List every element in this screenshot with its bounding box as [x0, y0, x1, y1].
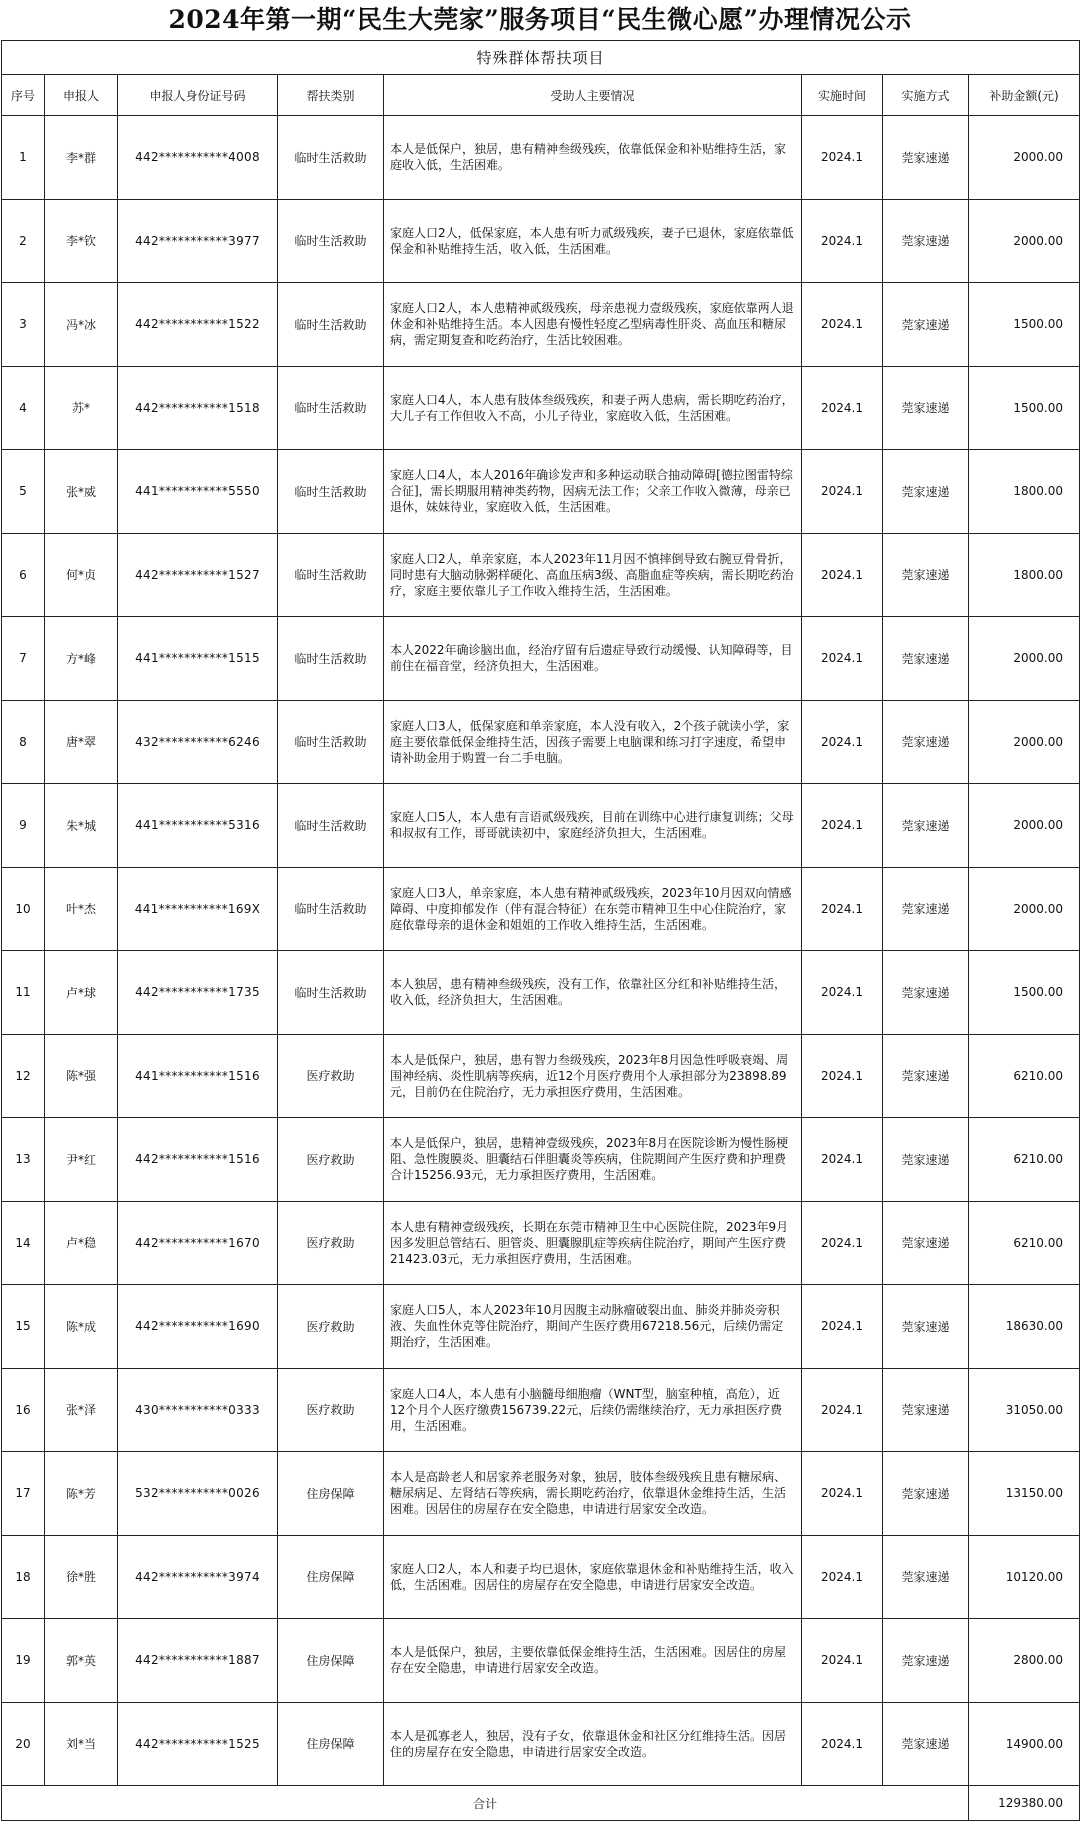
cell-method: 莞家速递 — [883, 199, 969, 283]
cell-time: 2024.1 — [802, 366, 883, 450]
cell-name: 陈*芳 — [45, 1452, 118, 1536]
cell-method: 莞家速递 — [883, 1702, 969, 1786]
cell-no: 14 — [2, 1201, 45, 1285]
cell-category: 医疗救助 — [278, 1368, 384, 1452]
header-amount: 补助金额(元) — [969, 75, 1080, 116]
cell-name: 张*威 — [45, 450, 118, 534]
cell-time: 2024.1 — [802, 1285, 883, 1369]
cell-time: 2024.1 — [802, 1368, 883, 1452]
table-row — [2, 700, 1080, 784]
cell-id: 532***********0026 — [118, 1452, 278, 1536]
cell-desc: 家庭人口2人，单亲家庭，本人2023年11月因不慎摔倒导致右腕豆骨骨折，同时患有大脑动脉粥样硬化、高血压病3级、高脂血症等疾病，需长期吃药治疗，家庭主要依靠儿子工作收入维持生活，生活困难。 — [384, 533, 802, 617]
cell-desc: 家庭人口4人，本人患有小脑髓母细胞瘤（WNT型，脑室种植，高危），近12个月个人医疗缴费156739.22元，后续仍需继续治疗，无力承担医疗费用，生活困难。 — [384, 1368, 802, 1452]
cell-id: 442***********1525 — [118, 1702, 278, 1786]
cell-category: 医疗救助 — [278, 1118, 384, 1202]
cell-amount: 6210.00 — [969, 1034, 1080, 1118]
cell-no: 19 — [2, 1619, 45, 1703]
cell-category: 临时生活救助 — [278, 199, 384, 283]
cell-amount: 2000.00 — [969, 867, 1080, 951]
cell-desc: 本人是孤寡老人，独居，没有子女，依靠退休金和社区分红维持生活。因居住的房屋存在安全隐患，申请进行居家安全改造。 — [384, 1702, 802, 1786]
cell-method: 莞家速递 — [883, 1452, 969, 1536]
cell-id: 441***********5316 — [118, 784, 278, 868]
cell-amount: 1500.00 — [969, 283, 1080, 367]
cell-desc: 本人2022年确诊脑出血，经治疗留有后遗症导致行动缓慢、认知障碍等，目前住在福音堂，经济负担大，生活困难。 — [384, 617, 802, 701]
cell-category: 临时生活救助 — [278, 116, 384, 200]
total-label: 合计 — [2, 1786, 969, 1821]
cell-name: 卢*稳 — [45, 1201, 118, 1285]
cell-name: 方*峰 — [45, 617, 118, 701]
cell-amount: 2000.00 — [969, 199, 1080, 283]
cell-time: 2024.1 — [802, 617, 883, 701]
cell-no: 13 — [2, 1118, 45, 1202]
cell-amount: 14900.00 — [969, 1702, 1080, 1786]
cell-desc: 家庭人口2人，本人和妻子均已退休，家庭依靠退休金和补贴维持生活，收入低，生活困难。因居住的房屋存在安全隐患，申请进行居家安全改造。 — [384, 1535, 802, 1619]
cell-time: 2024.1 — [802, 1118, 883, 1202]
cell-desc: 本人是低保户，独居，患有精神叁级残疾，依靠低保金和补贴维持生活，家庭收入低，生活困难。 — [384, 116, 802, 200]
cell-no: 18 — [2, 1535, 45, 1619]
cell-no: 20 — [2, 1702, 45, 1786]
cell-no: 6 — [2, 533, 45, 617]
cell-time: 2024.1 — [802, 700, 883, 784]
cell-desc: 家庭人口4人，本人患有肢体叁级残疾，和妻子两人患病，需长期吃药治疗，大儿子有工作但收入不高，小儿子待业，家庭收入低，生活困难。 — [384, 366, 802, 450]
cell-method: 莞家速递 — [883, 1368, 969, 1452]
cell-category: 医疗救助 — [278, 1034, 384, 1118]
cell-time: 2024.1 — [802, 533, 883, 617]
cell-id: 442***********1670 — [118, 1201, 278, 1285]
cell-category: 临时生活救助 — [278, 784, 384, 868]
cell-desc: 本人患有精神壹级残疾，长期在东莞市精神卫生中心医院住院，2023年9月因多发胆总管结石、胆管炎、胆囊腺肌症等疾病住院治疗，期间产生医疗费21423.03元，无力承担医疗费用，生活困难。 — [384, 1201, 802, 1285]
cell-no: 8 — [2, 700, 45, 784]
cell-no: 11 — [2, 951, 45, 1035]
cell-name: 刘*当 — [45, 1702, 118, 1786]
cell-name: 苏* — [45, 366, 118, 450]
cell-amount: 6210.00 — [969, 1118, 1080, 1202]
cell-no: 2 — [2, 199, 45, 283]
cell-method: 莞家速递 — [883, 1201, 969, 1285]
cell-id: 441***********1515 — [118, 617, 278, 701]
table-row — [2, 283, 1080, 367]
header-name: 申报人 — [45, 75, 118, 116]
cell-desc: 家庭人口2人，低保家庭，本人患有听力贰级残疾，妻子已退休，家庭依靠低保金和补贴维持生活，收入低，生活困难。 — [384, 199, 802, 283]
table-row — [2, 533, 1080, 617]
cell-method: 莞家速递 — [883, 1118, 969, 1202]
cell-id: 441***********5550 — [118, 450, 278, 534]
assistance-table — [1, 40, 1080, 1821]
cell-name: 叶*杰 — [45, 867, 118, 951]
cell-category: 医疗救助 — [278, 1201, 384, 1285]
cell-no: 16 — [2, 1368, 45, 1452]
cell-method: 莞家速递 — [883, 617, 969, 701]
total-row — [2, 1786, 1080, 1821]
cell-category: 临时生活救助 — [278, 533, 384, 617]
table-row — [2, 867, 1080, 951]
cell-category: 医疗救助 — [278, 1285, 384, 1369]
table-subtitle: 特殊群体帮扶项目 — [2, 41, 1080, 75]
cell-desc: 本人是低保户，独居，主要依靠低保金维持生活，生活困难。因居住的房屋存在安全隐患，申请进行居家安全改造。 — [384, 1619, 802, 1703]
cell-no: 12 — [2, 1034, 45, 1118]
cell-method: 莞家速递 — [883, 1535, 969, 1619]
table-row — [2, 784, 1080, 868]
cell-category: 住房保障 — [278, 1702, 384, 1786]
cell-name: 唐*翠 — [45, 700, 118, 784]
cell-id: 442***********1887 — [118, 1619, 278, 1703]
cell-amount: 31050.00 — [969, 1368, 1080, 1452]
table-row — [2, 1201, 1080, 1285]
cell-name: 李*钦 — [45, 199, 118, 283]
cell-id: 442***********1735 — [118, 951, 278, 1035]
cell-desc: 家庭人口5人，本人2023年10月因腹主动脉瘤破裂出血、肺炎并肺炎旁积液、失血性休克等住院治疗，期间产生医疗费用67218.56元，后续仍需定期治疗，生活困难。 — [384, 1285, 802, 1369]
page-title: 2024年第一期“民生大莞家”服务项目“民生微心愿”办理情况公示 — [168, 5, 912, 34]
cell-name: 何*贞 — [45, 533, 118, 617]
cell-method: 莞家速递 — [883, 784, 969, 868]
table-row — [2, 1452, 1080, 1536]
cell-no: 5 — [2, 450, 45, 534]
table-row — [2, 1285, 1080, 1369]
cell-category: 临时生活救助 — [278, 283, 384, 367]
header-no: 序号 — [2, 75, 45, 116]
cell-desc: 本人是高龄老人和居家养老服务对象，独居，肢体叁级残疾且患有糖尿病、糖尿病足、左肾结石等疾病，需长期吃药治疗，依靠退休金维持生活，生活困难。因居住的房屋存在安全隐患，申请进行居家安全改造。 — [384, 1452, 802, 1536]
table-row — [2, 199, 1080, 283]
table-row — [2, 116, 1080, 200]
cell-amount: 18630.00 — [969, 1285, 1080, 1369]
header-desc: 受助人主要情况 — [384, 75, 802, 116]
cell-time: 2024.1 — [802, 283, 883, 367]
cell-method: 莞家速递 — [883, 1285, 969, 1369]
cell-time: 2024.1 — [802, 116, 883, 200]
cell-category: 临时生活救助 — [278, 700, 384, 784]
table-row — [2, 450, 1080, 534]
cell-amount: 2000.00 — [969, 116, 1080, 200]
table-header-row — [2, 75, 1080, 116]
cell-id: 442***********1516 — [118, 1118, 278, 1202]
cell-no: 9 — [2, 784, 45, 868]
cell-desc: 家庭人口3人，单亲家庭，本人患有精神贰级残疾，2023年10月因双向情感障碍、中度抑郁发作（伴有混合特征）在东莞市精神卫生中心住院治疗，家庭依靠母亲的退休金和姐姐的工作收入维持生活，生活困难。 — [384, 867, 802, 951]
cell-desc: 家庭人口2人，本人患精神贰级残疾，母亲患视力壹级残疾，家庭依靠两人退休金和补贴维持生活。本人因患有慢性轻度乙型病毒性肝炎、高血压和糖尿病，需定期复查和吃药治疗，生活比较困难。 — [384, 283, 802, 367]
cell-no: 1 — [2, 116, 45, 200]
table-row — [2, 1368, 1080, 1452]
cell-method: 莞家速递 — [883, 700, 969, 784]
cell-category: 住房保障 — [278, 1452, 384, 1536]
cell-time: 2024.1 — [802, 1452, 883, 1536]
cell-name: 李*群 — [45, 116, 118, 200]
cell-time: 2024.1 — [802, 199, 883, 283]
cell-amount: 2000.00 — [969, 700, 1080, 784]
cell-name: 冯*冰 — [45, 283, 118, 367]
cell-id: 442***********4008 — [118, 116, 278, 200]
cell-id: 430***********0333 — [118, 1368, 278, 1452]
cell-id: 442***********1522 — [118, 283, 278, 367]
cell-id: 442***********1527 — [118, 533, 278, 617]
cell-id: 442***********3977 — [118, 199, 278, 283]
header-category: 帮扶类别 — [278, 75, 384, 116]
cell-name: 郭*英 — [45, 1619, 118, 1703]
cell-method: 莞家速递 — [883, 450, 969, 534]
cell-time: 2024.1 — [802, 1619, 883, 1703]
cell-method: 莞家速递 — [883, 366, 969, 450]
cell-category: 临时生活救助 — [278, 951, 384, 1035]
cell-amount: 1800.00 — [969, 450, 1080, 534]
cell-no: 4 — [2, 366, 45, 450]
header-method: 实施方式 — [883, 75, 969, 116]
table-row — [2, 1118, 1080, 1202]
cell-method: 莞家速递 — [883, 1034, 969, 1118]
cell-desc: 本人是低保户，独居，患有智力叁级残疾，2023年8月因急性呼吸衰竭、周围神经病、炎性肌病等疾病，近12个月医疗费用个人承担部分为23898.89元，目前仍在住院治疗，无力承担医疗费用，生活困难。 — [384, 1034, 802, 1118]
table-row — [2, 366, 1080, 450]
cell-amount: 1500.00 — [969, 951, 1080, 1035]
table-row — [2, 1034, 1080, 1118]
cell-amount: 1500.00 — [969, 366, 1080, 450]
cell-desc: 家庭人口5人，本人患有言语贰级残疾，目前在训练中心进行康复训练；父母和叔叔有工作，哥哥就读初中，家庭经济负担大，生活困难。 — [384, 784, 802, 868]
cell-id: 441***********169X — [118, 867, 278, 951]
cell-amount: 10120.00 — [969, 1535, 1080, 1619]
cell-name: 朱*城 — [45, 784, 118, 868]
cell-no: 10 — [2, 867, 45, 951]
cell-amount: 6210.00 — [969, 1201, 1080, 1285]
cell-desc: 家庭人口4人，本人2016年确诊发声和多种运动联合抽动障碍[德拉图雷特综合征]，需长期服用精神类药物，因病无法工作；父亲工作收入微薄，母亲已退休，妹妹待业，家庭收入低，生活困难。 — [384, 450, 802, 534]
cell-id: 441***********1516 — [118, 1034, 278, 1118]
table-subtitle-row — [2, 41, 1080, 75]
cell-method: 莞家速递 — [883, 1619, 969, 1703]
cell-id: 442***********1518 — [118, 366, 278, 450]
cell-name: 尹*红 — [45, 1118, 118, 1202]
cell-method: 莞家速递 — [883, 533, 969, 617]
cell-time: 2024.1 — [802, 1034, 883, 1118]
cell-desc: 本人独居，患有精神叁级残疾，没有工作，依靠社区分红和补贴维持生活，收入低，经济负担大，生活困难。 — [384, 951, 802, 1035]
cell-category: 临时生活救助 — [278, 450, 384, 534]
table-row — [2, 951, 1080, 1035]
cell-time: 2024.1 — [802, 951, 883, 1035]
cell-category: 临时生活救助 — [278, 867, 384, 951]
cell-time: 2024.1 — [802, 1702, 883, 1786]
cell-time: 2024.1 — [802, 1535, 883, 1619]
cell-method: 莞家速递 — [883, 116, 969, 200]
header-id: 申报人身份证号码 — [118, 75, 278, 116]
cell-id: 442***********3974 — [118, 1535, 278, 1619]
cell-method: 莞家速递 — [883, 951, 969, 1035]
cell-category: 住房保障 — [278, 1535, 384, 1619]
cell-id: 442***********1690 — [118, 1285, 278, 1369]
table-row — [2, 617, 1080, 701]
cell-no: 7 — [2, 617, 45, 701]
cell-category: 住房保障 — [278, 1619, 384, 1703]
cell-amount: 2800.00 — [969, 1619, 1080, 1703]
cell-time: 2024.1 — [802, 867, 883, 951]
cell-time: 2024.1 — [802, 450, 883, 534]
cell-name: 徐*胜 — [45, 1535, 118, 1619]
table-row — [2, 1535, 1080, 1619]
cell-amount: 1800.00 — [969, 533, 1080, 617]
cell-category: 临时生活救助 — [278, 366, 384, 450]
cell-name: 张*泽 — [45, 1368, 118, 1452]
cell-desc: 本人是低保户，独居，患精神壹级残疾，2023年8月在医院诊断为慢性肠梗阻、急性腹膜炎、胆囊结石伴胆囊炎等疾病，住院期间产生医疗费和护理费合计15256.93元，无力承担医疗费用，生活困难。 — [384, 1118, 802, 1202]
cell-desc: 家庭人口3人，低保家庭和单亲家庭，本人没有收入，2个孩子就读小学，家庭主要依靠低保金维持生活，因孩子需要上电脑课和练习打字速度，希望申请补助金用于购置一台二手电脑。 — [384, 700, 802, 784]
table-row — [2, 1702, 1080, 1786]
cell-no: 17 — [2, 1452, 45, 1536]
cell-time: 2024.1 — [802, 784, 883, 868]
cell-method: 莞家速递 — [883, 283, 969, 367]
cell-no: 3 — [2, 283, 45, 367]
cell-time: 2024.1 — [802, 1201, 883, 1285]
cell-no: 15 — [2, 1285, 45, 1369]
cell-name: 陈*成 — [45, 1285, 118, 1369]
cell-amount: 2000.00 — [969, 617, 1080, 701]
cell-method: 莞家速递 — [883, 867, 969, 951]
cell-name: 陈*强 — [45, 1034, 118, 1118]
cell-amount: 13150.00 — [969, 1452, 1080, 1536]
cell-name: 卢*球 — [45, 951, 118, 1035]
cell-category: 临时生活救助 — [278, 617, 384, 701]
table-row — [2, 1619, 1080, 1703]
cell-id: 432***********6246 — [118, 700, 278, 784]
total-amount: 129380.00 — [969, 1786, 1080, 1821]
header-time: 实施时间 — [802, 75, 883, 116]
cell-amount: 2000.00 — [969, 784, 1080, 868]
